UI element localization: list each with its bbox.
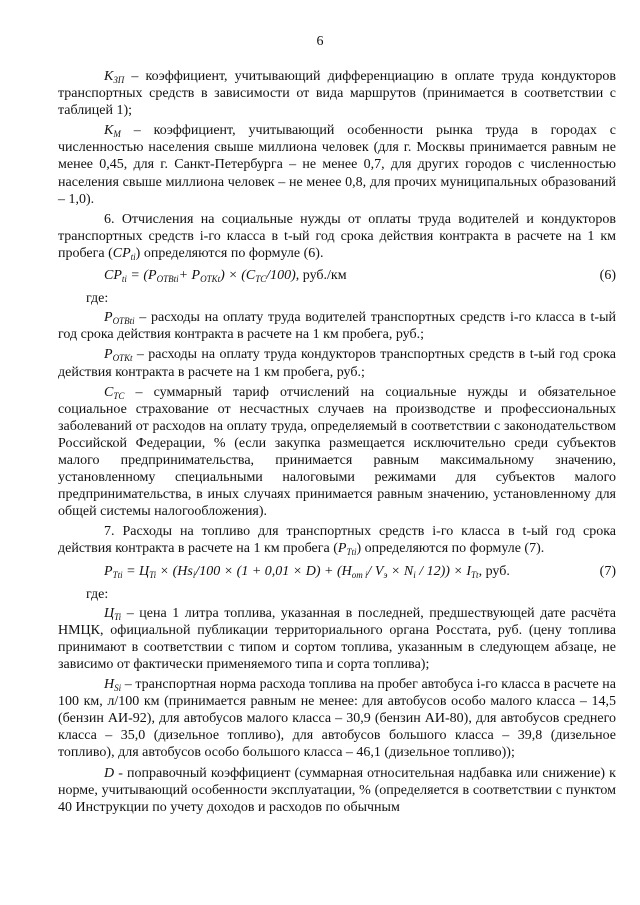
where-label-1: где: xyxy=(86,291,109,307)
symbol-d: D xyxy=(104,765,115,781)
definition-potv: $P_{ОТВti}$ – расходы на оплату труда водителей транспортных средств i-го класса в t-ый год срока действия контракта в расчете на 1 км пробега, руб.; xyxy=(58,310,616,343)
symbol-hs: $H_{Si}$ xyxy=(104,677,122,694)
definition-potk: $P_{ОТКt}$ – расходы на оплату труда кондукторов транспортных средств в t-ый год срока действия контракта в расчете на 1 км пробега, руб.; xyxy=(58,347,616,380)
symbol-cp: $CP_{ti}$ xyxy=(112,245,136,262)
formula-7: $P_{Tti} = Ц_{Ti} \times (Hs_i/100 \times (1 + 0,01 \times D) + (H_{от i}/$ $V_э \times N_i / 12)) \times I_{Tt}$, руб. (7) xyxy=(104,563,616,580)
definition-hs: $H_{Si}$ – транспортная норма расхода топлива на пробег автобуса i-го класса в расчете на 100 км, л/100 км (принимается равным не менее: для автобусов особо малого класса – 14,5 (бензин АИ-92), для автобусов малого класса – 30,9 (бензин АИ-80), для автобусов среднего класса – 35,0 (дизельное топливо), для автобусов большого класса – 39,8 (дизельное топливо), для автобусов особо большого класса – 46,1 (дизельное топливо)); xyxy=(58,677,616,761)
symbol-kzp: $K_{ЗП}$ xyxy=(104,69,125,85)
symbol-c: $Ц_{Ti}$ xyxy=(104,605,122,622)
paragraph-km-definition: $K_М$ – коэффициент, учитывающий особенности рынка труда в городах с численностью населения свыше миллиона человек (для г. Москвы принимается равным не менее 0,45, для г. Санкт-Петербурга – не менее 0,7, для других городов с численностью населения свыше миллиона человек – не менее 0,8, для прочих муниципальных образований – 1,0). xyxy=(58,123,616,207)
formula-6: $CP_{ti} = (P_{ОТВti}+ P_{ОТКt}) \times (C_{TC}/100)$, руб./км (6) xyxy=(104,268,616,285)
symbol-potk: $P_{ОТКt}$ xyxy=(104,347,133,364)
page-number: 6 xyxy=(316,34,324,49)
formula-6-number: (6) xyxy=(599,268,616,284)
paragraph-7: 7. Расходы на топливо для транспортных средств i-го класса в t-ый год срока действия контракта в расчете на 1 км пробега $(P_{Tti})$ определяются по формуле (7). xyxy=(58,524,616,558)
symbol-ctc: $C_{TC}$ xyxy=(104,384,125,401)
paragraph-6: 6. Отчисления на социальные нужды от оплаты труда водителей и кондукторов транспортных средств i-го класса в t-ый год срока действия контракта в расчете на 1 км пробега $(CP_{ti})$ определяются по формуле (6). xyxy=(58,211,616,262)
symbol-km: $K_М$ xyxy=(104,123,121,140)
paragraph-kzp-definition: $K_{ЗП}$ – коэффициент, учитывающий дифференциацию в оплате труда кондукторов транспортных средств в зависимости от вида маршрутов (принимается в соответствии с таблицей 1); xyxy=(58,69,616,119)
symbol-potv: $P_{ОТВti}$ xyxy=(104,310,135,327)
symbol-pt: $P_{Tti}$ xyxy=(337,541,357,558)
definition-c: $Ц_{Ti}$ – цена 1 литра топлива, указанная в последней, предшествующей дате расчёта НМЦК, официальной публикации территориального органа Росстата, руб. (цену топлива принимают в соответствии с типом и сортом топлива, указанным в следующем абзаце, не зависимо от фактически применяемого типа и сорта топлива); xyxy=(58,605,616,672)
formula-7-number: (7) xyxy=(599,563,616,579)
where-label-2: где: xyxy=(86,586,109,602)
document-body xyxy=(58,68,616,819)
definition-d: D - поправочный коэффициент (суммарная относительная надбавка или снижение) к норме, учитывающий особенности эксплуатации, % (определяется в соответствии с пунктом 40 Инструкции по учету доходов и расходов по обычным xyxy=(58,765,616,815)
definition-ctc: $C_{TC}$ – суммарный тариф отчислений на социальные нужды и обязательное социальное страхование от несчастных случаев на производстве и профессиональных заболеваний от расходов на оплату труда, определяемый в соответствии с законодательством Российской Федерации, % (если закупка размещается исключительно среди субъектов малого предпринимательства, принимается равным максимальному значению, установленному специальными налоговыми режимами для субъектов малого предпринимательства, в иных случаях принимается равным значению, установленному для общей системы налогообложения). xyxy=(58,384,616,520)
